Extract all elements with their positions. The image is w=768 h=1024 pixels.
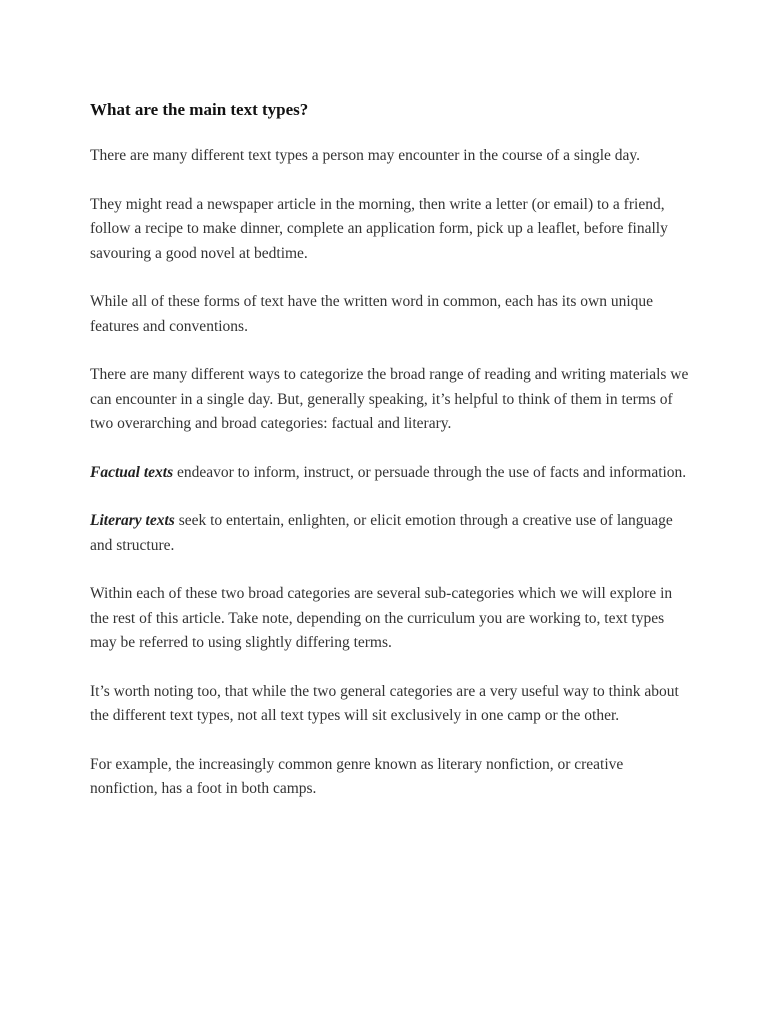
paragraph-examples: They might read a newspaper article in the morning, then write a letter (or email) to a friend, follow a recipe to make dinner, complete an application form, pick up a leaflet, before finally savouring a good novel at bedtime. xyxy=(90,195,668,262)
document-title: What are the main text types? xyxy=(90,100,309,119)
term-literary-texts: Literary texts xyxy=(90,512,175,529)
document-page xyxy=(90,98,690,826)
paragraph-literary-texts xyxy=(90,509,690,558)
paragraph-intro: There are many different text types a person may encounter in the course of a single day. xyxy=(90,147,641,164)
term-factual-texts: Factual texts xyxy=(90,463,174,481)
factual-texts-definition: endeavor to inform, instruct, or persuade through the use of facts and information. xyxy=(173,463,687,481)
paragraph-common-features: While all of these forms of text have the written word in common, each has its own unique features and conventions. xyxy=(90,293,654,335)
paragraph-categories: There are many different ways to categorize the broad range of reading and writing materials we can encounter in a single day. But, generally speaking, it’s helpful to think of them in terms of two overarching and broad categories: factual and literary. xyxy=(90,366,689,432)
paragraph-sub-categories: Within each of these two broad categories are several sub-categories which we will explore in the rest of this article. Take note, depending on the curriculum you are working to, text types may be referred to using slightly differing terms. xyxy=(90,585,673,651)
literary-texts-definition: seek to entertain, enlighten, or elicit emotion through a creative use of language and structure. xyxy=(90,512,673,554)
paragraph-example-nonfiction: For example, the increasingly common genre known as literary nonfiction, or creative nonfiction, has a foot in both camps. xyxy=(90,755,624,797)
paragraph-factual-texts xyxy=(90,461,690,486)
paragraph-worth-noting: It’s worth noting too, that while the two general categories are a very useful way to think about the different text types, not all text types will sit exclusively in one camp or the other. xyxy=(90,682,679,724)
